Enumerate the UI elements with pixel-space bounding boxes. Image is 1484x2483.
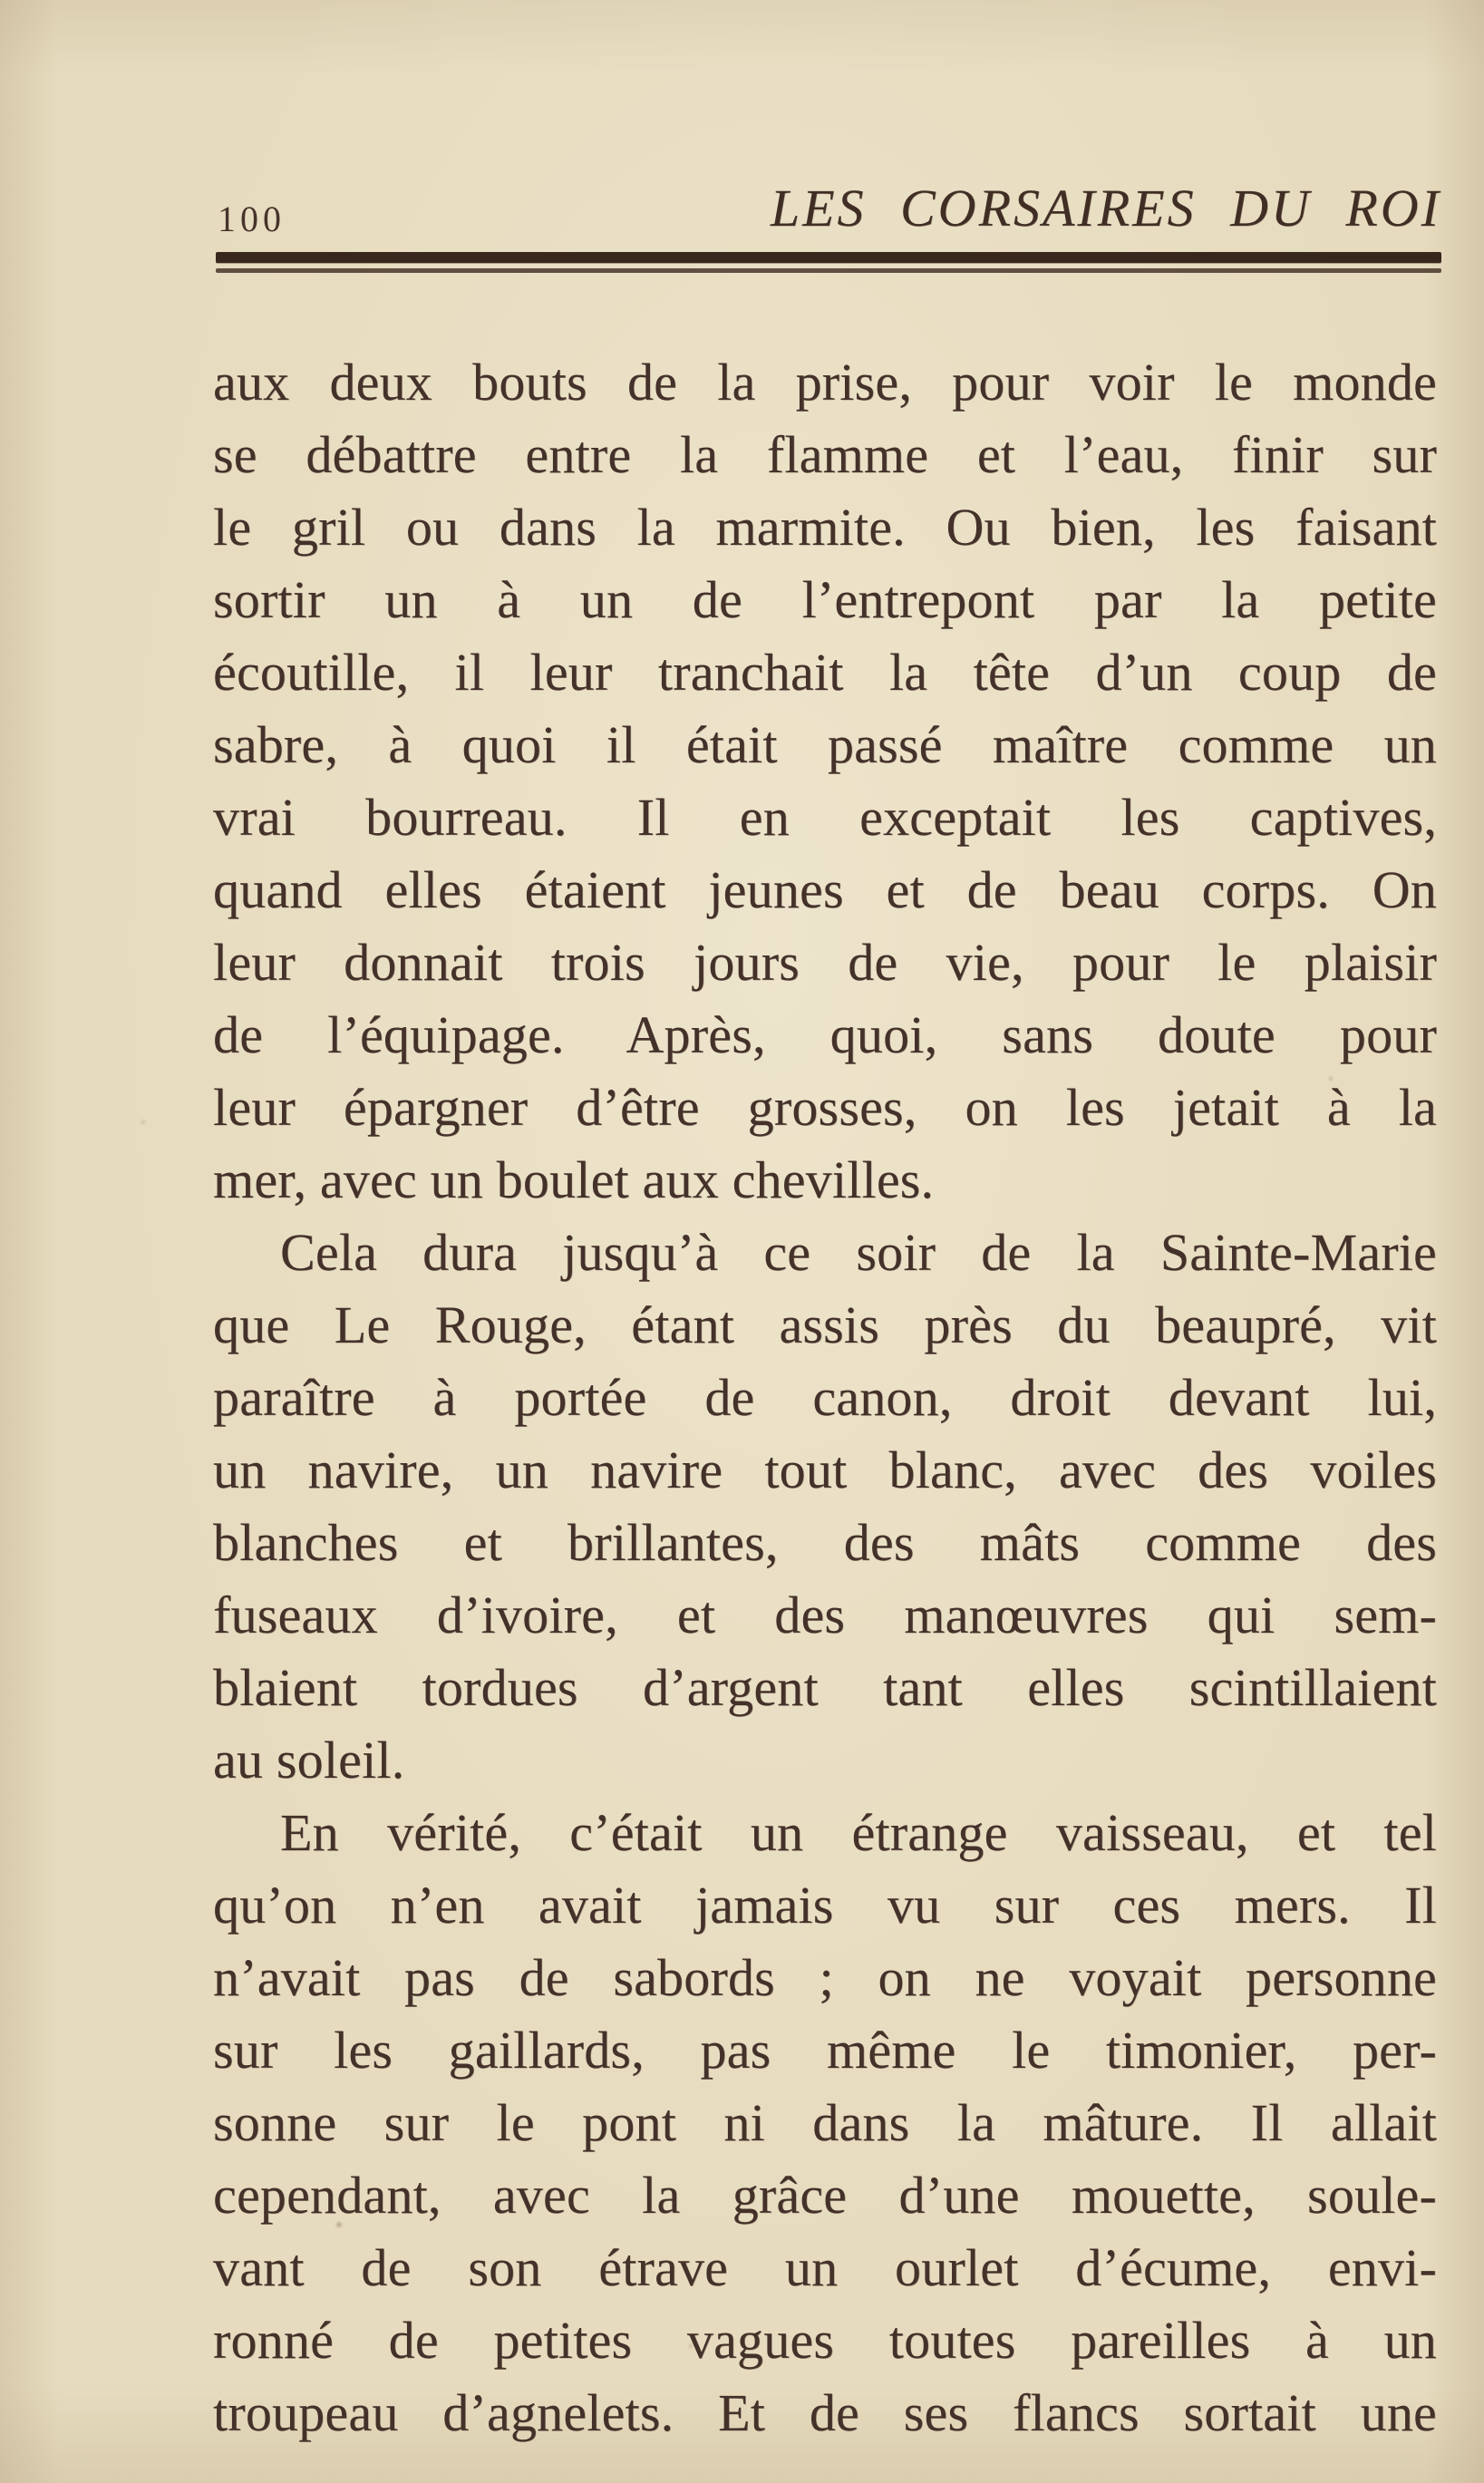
text-line: Cela dura jusqu’à ce soir de la Sainte-Marie xyxy=(280,1223,1437,1282)
text-line: sur les gaillards, pas même le timonier, per- xyxy=(213,2021,1437,2080)
header-rule-thin xyxy=(216,268,1441,273)
text-line: aux deux bouts de la prise, pour voir le monde xyxy=(213,353,1437,412)
running-title: LES CORSAIRES DU ROI xyxy=(770,179,1441,238)
text-line: le gril ou dans la marmite. Ou bien, les faisant xyxy=(213,498,1437,557)
text-line: sortir un à un de l’entrepont par la petite xyxy=(213,570,1437,629)
page-number: 100 xyxy=(218,199,286,239)
text-line: un navire, un navire tout blanc, avec des voiles xyxy=(213,1440,1437,1499)
page-header xyxy=(218,178,1441,239)
text-line: quand elles étaient jeunes et de beau corps. On xyxy=(213,860,1437,919)
text-line: fuseaux d’ivoire, et des manœuvres qui sem- xyxy=(213,1586,1437,1644)
page-body xyxy=(213,346,1437,2449)
text-line: que Le Rouge, étant assis près du beaupré, vit xyxy=(213,1295,1437,1354)
text-line: paraître à portée de canon, droit devant lui, xyxy=(213,1368,1437,1427)
text-line: qu’on n’en avait jamais vu sur ces mers. Il xyxy=(213,1876,1437,1935)
text-line: cependant, avec la grâce d’une mouette, soule- xyxy=(213,2166,1437,2225)
text-line: troupeau d’agnelets. Et de ses flancs sortait une xyxy=(213,2383,1437,2442)
text-line: de l’équipage. Après, quoi, sans doute pour xyxy=(213,1005,1437,1064)
text-line: au soleil. xyxy=(213,1731,405,1790)
text-line: sabre, à quoi il était passé maître comme un xyxy=(213,715,1437,774)
header-rule-thick xyxy=(216,252,1441,263)
text-line: n’avait pas de sabords ; on ne voyait personne xyxy=(213,1948,1437,2007)
paper-specks xyxy=(0,0,4,4)
text-line: leur épargner d’être grosses, on les jetait à la xyxy=(213,1078,1437,1137)
text-line: blaient tordues d’argent tant elles scintillaient xyxy=(213,1658,1437,1717)
text-line: ronné de petites vagues toutes pareilles à un xyxy=(213,2311,1437,2370)
text-line: vrai bourreau. Il en exceptait les captives, xyxy=(213,788,1437,847)
text-line: se débattre entre la flamme et l’eau, finir sur xyxy=(213,425,1437,484)
text-line: blanches et brillantes, des mâts comme des xyxy=(213,1513,1437,1572)
text-line: écoutille, il leur tranchait la tête d’un coup de xyxy=(213,643,1437,702)
text-line: vant de son étrave un ourlet d’écume, envi- xyxy=(213,2238,1437,2297)
text-line: En vérité, c’était un étrange vaisseau, et tel xyxy=(280,1803,1437,1862)
text-line: sonne sur le pont ni dans la mâture. Il allait xyxy=(213,2093,1437,2152)
text-line: mer, avec un boulet aux chevilles. xyxy=(213,1150,935,1209)
text-line: leur donnait trois jours de vie, pour le plaisir xyxy=(213,933,1437,992)
